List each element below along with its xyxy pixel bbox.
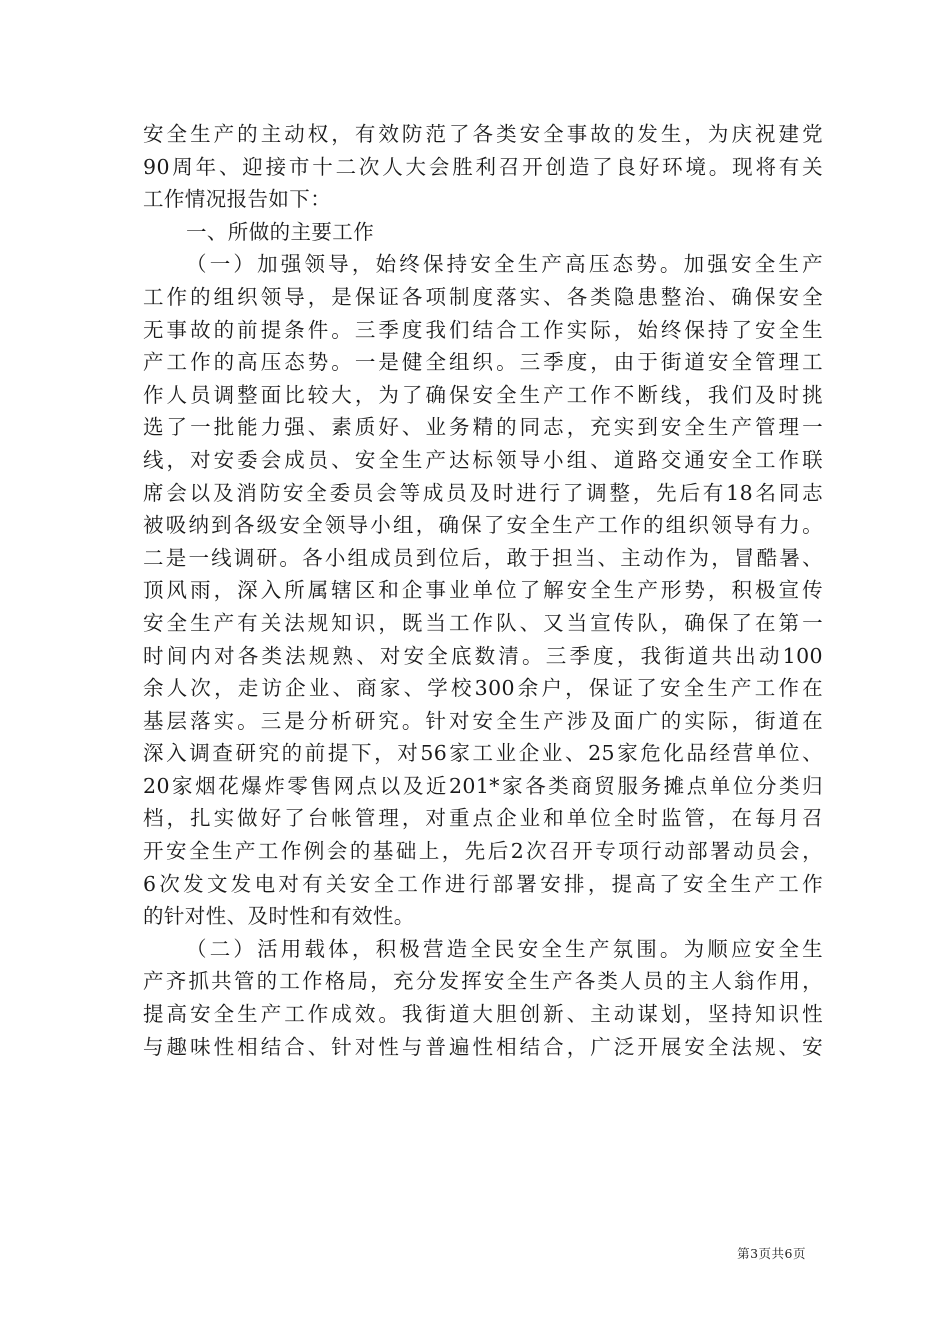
text-line: （二）活用载体，积极营造全民安全生产氛围。为顺应安全生 [186,936,823,961]
text-line: 二是一线调研。各小组成员到位后，敢于担当、主动作为，冒酷暑、 [143,545,823,570]
text-line: 顶风雨，深入所属辖区和企事业单位了解安全生产形势，积极宣传 [143,578,823,603]
page-number: 第3页共6页 [737,1246,806,1261]
text-line: 无事故的前提条件。三季度我们结合工作实际，始终保持了安全生 [143,317,823,342]
text-line: 产齐抓共管的工作格局，充分发挥安全生产各类人员的主人翁作用， [143,969,823,994]
text-line: 6次发文发电对有关安全工作进行部署安排，提高了安全生产工作 [143,871,823,896]
text-line: 余人次，走访企业、商家、学校300余户，保证了安全生产工作在 [143,676,823,701]
text-line: 作人员调整面比较大，为了确保安全生产工作不断线，我们及时挑 [143,382,823,407]
text-line: 20家烟花爆炸零售网点以及近201*家各类商贸服务摊点单位分类归 [143,773,823,798]
text-line: （一）加强领导，始终保持安全生产高压态势。加强安全生产 [186,252,823,277]
text-line: 安全生产有关法规知识，既当工作队、又当宣传队，确保了在第一 [143,610,823,635]
document-body [143,118,823,1063]
text-line: 席会以及消防安全委员会等成员及时进行了调整，先后有18名同志 [143,480,823,505]
text-line: 基层落实。三是分析研究。针对安全生产涉及面广的实际，街道在 [143,708,823,733]
text-line: 深入调查研究的前提下，对56家工业企业、25家危化品经营单位、 [143,741,823,766]
text-line: 时间内对各类法规熟、对安全底数清。三季度，我街道共出动100 [143,643,823,668]
text-line: 安全生产的主动权，有效防范了各类安全事故的发生，为庆祝建党 [143,122,823,146]
text-line: 产工作的高压态势。一是健全组织。三季度，由于街道安全管理工 [143,350,823,375]
text-line: 选了一批能力强、素质好、业务精的同志，充实到安全生产管理一 [143,415,823,440]
text-line: 一、所做的主要工作 [186,219,375,244]
text-line: 档，扎实做好了台帐管理，对重点企业和单位全时监管，在每月召 [143,806,823,831]
text-line: 工作情况报告如下： [143,187,332,212]
text-line: 与趣味性相结合、针对性与普遍性相结合，广泛开展安全法规、安 [143,1034,823,1059]
text-line: 提高安全生产工作成效。我街道大胆创新、主动谋划，坚持知识性 [143,1002,823,1027]
text-line: 工作的组织领导，是保证各项制度落实、各类隐患整治、确保安全 [143,284,823,309]
text-line: 开安全生产工作例会的基础上，先后2次召开专项行动部署动员会， [143,839,823,864]
text-line: 的针对性、及时性和有效性。 [143,904,415,929]
text-line: 线，对安委会成员、安全生产达标领导小组、道路交通安全工作联 [143,447,823,472]
text-line: 被吸纳到各级安全领导小组，确保了安全生产工作的组织领导有力。 [143,513,823,538]
text-line: 90周年、迎接市十二次人大会胜利召开创造了良好环境。现将有关 [143,154,823,179]
